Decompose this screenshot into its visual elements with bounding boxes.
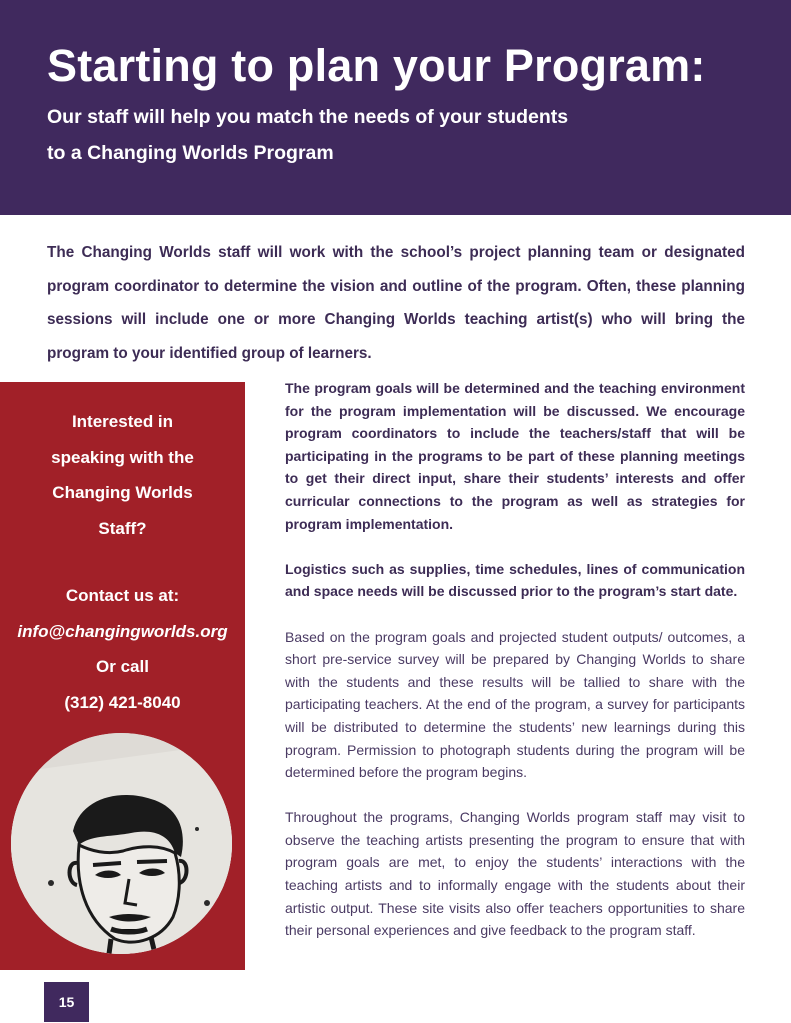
stencil-portrait-image <box>11 733 232 954</box>
subtitle-line: to a Changing Worlds Program <box>47 142 334 164</box>
email-link[interactable]: info@changingworlds.org <box>17 621 228 641</box>
page-subtitle <box>47 99 687 171</box>
body-paragraph: The program goals will be determined and the teaching environment for the program implementation will be discussed. We encourage program coordinators to include the teachers/staff that will be participating in the programs to be part of these planning meetings to get their direct input, share their students’ interests and offer curricular connections to the program as well as strategies for program implementation. <box>285 380 745 532</box>
question-line: Staff? <box>98 518 147 538</box>
body-paragraph: Throughout the programs, Changing Worlds program staff may visit to observe the teaching artists presenting the program to ensure that with program goals are met, to enjoy the students’ interactions with the teaching artists and to informally engage with the students about their artistic output. These site visits also offer teachers opportunities to share their personal experiences and give feedback to the program staff. <box>285 809 745 939</box>
question-line: speaking with the <box>51 447 194 467</box>
body-paragraph: Based on the program goals and projected student outputs/ outcomes, a short pre-service survey will be prepared by Changing Worlds to share with the students and these results will be tallied to share with the participating teachers. At the end of the program, a survey for participants will be distributed to determine the students’ new learnings during this program. Permission to photograph students during the program will be determined before the program begins. <box>285 628 745 781</box>
contact-sidebar <box>0 382 245 970</box>
phone-number[interactable]: (312) 421-8040 <box>64 692 181 712</box>
header-banner <box>0 0 791 215</box>
or-call-label: Or call <box>96 657 149 676</box>
body-text-column <box>285 377 745 942</box>
question-line: Interested in <box>71 412 174 431</box>
contact-label: Contact us at: <box>65 586 180 605</box>
page-title: Starting to plan your Program: <box>47 40 706 91</box>
sidebar-question <box>0 404 245 546</box>
body-paragraph: Logistics such as supplies, time schedules, lines of communication and space needs will be discussed prior to the program’s start date. <box>285 560 745 600</box>
intro-paragraph: The Changing Worlds staff will work with the school’s project planning team or designated program coordinator to determine the vision and outline of the program. Often, these planning sessions will include one or more Changing Worlds teaching artist(s) who will bring the program to your identified group of learners. <box>47 244 745 362</box>
subtitle-line: Our staff will help you match the needs of your students <box>47 106 569 128</box>
page-number: 15 <box>44 982 89 1022</box>
contact-block <box>0 578 245 720</box>
peacemaker-photo <box>11 733 232 954</box>
question-line: Changing Worlds <box>52 483 193 502</box>
